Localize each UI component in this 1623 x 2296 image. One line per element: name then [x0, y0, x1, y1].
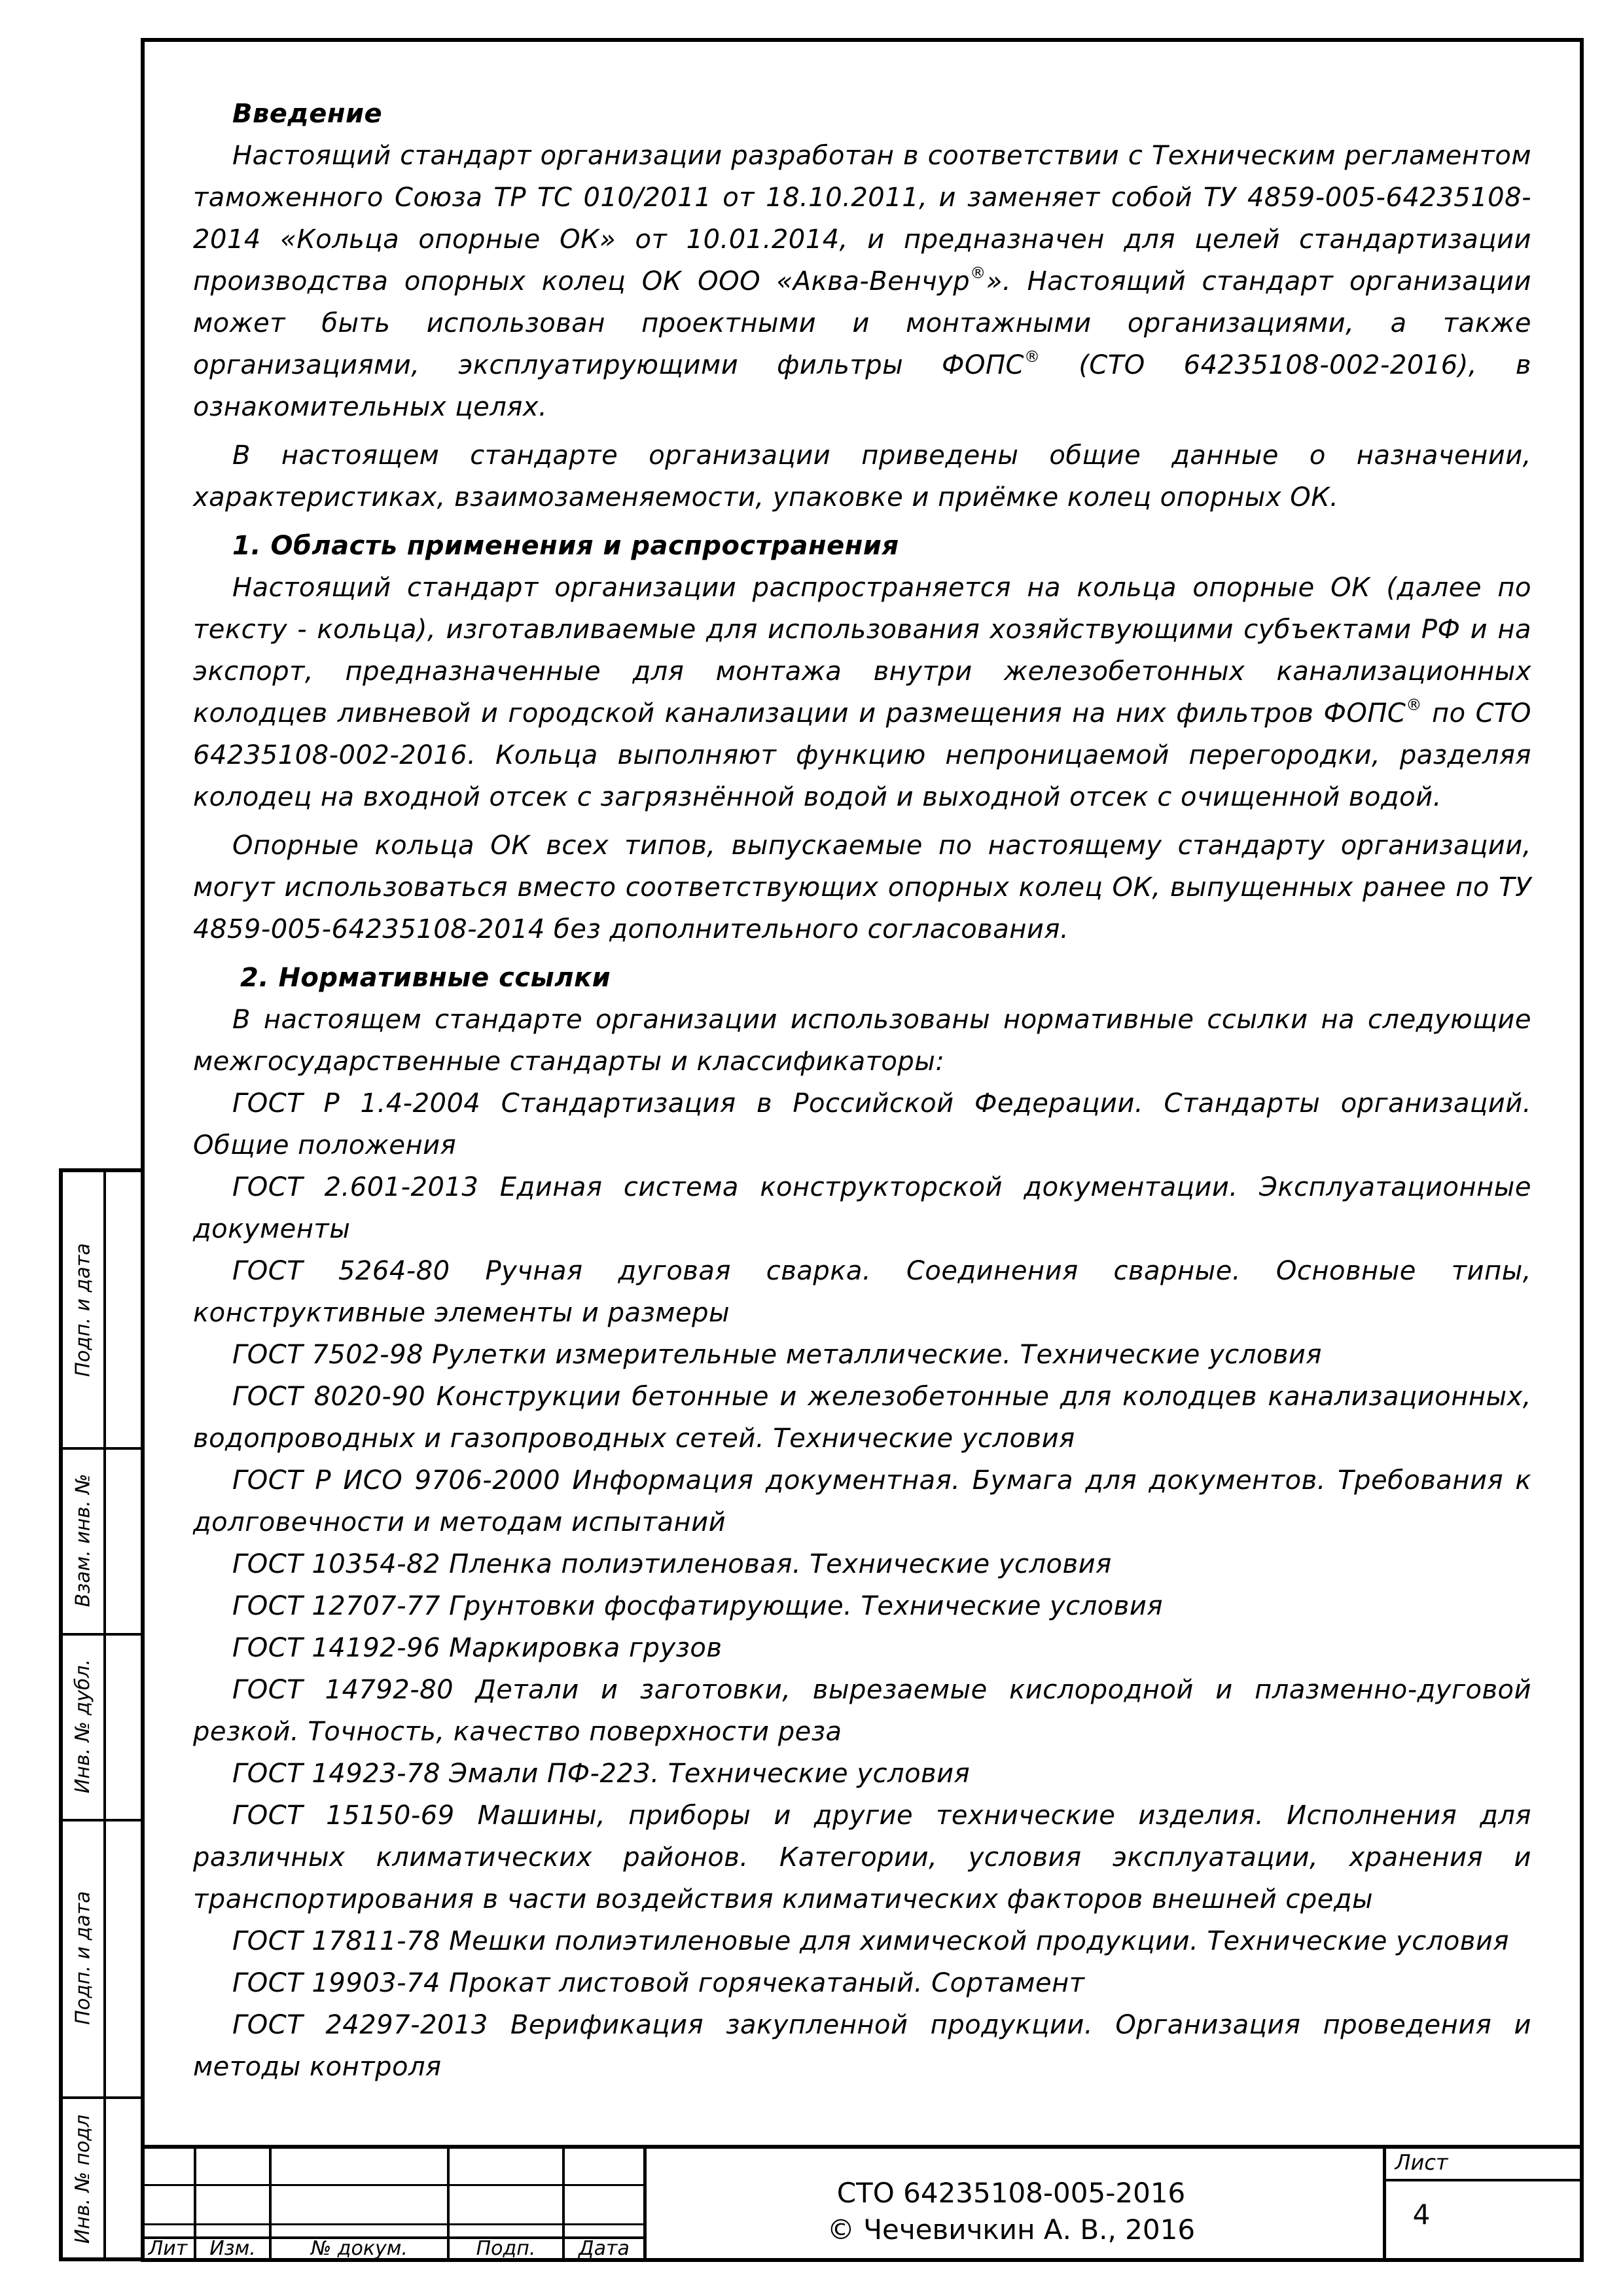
registered-mark: ® — [1024, 348, 1041, 366]
registered-mark: ® — [1406, 696, 1422, 714]
side-stamp-field: Инв. № дубл. — [71, 1659, 95, 1793]
reference-item: ГОСТ 19903-74 Прокат листовой горячекатаный. Сортамент — [232, 1968, 1085, 1998]
reference-item: ГОСТ 12707-77 Грунтовки фосфатирующие. Технические условия — [232, 1591, 1163, 1621]
intro-heading: Введение — [232, 99, 383, 129]
reference-item: ГОСТ 14192-96 Маркировка грузов — [232, 1633, 722, 1663]
document-body — [193, 92, 1531, 2088]
sheet-label: Лист — [1395, 2150, 1448, 2175]
reference-item: ГОСТ 15150-69 Машины, приборы и другие технические изделия. Исполнения для различных климатических районов. Категории, условия эксплуатации, хранения и транспортирования в части воздействия климатических факторов внешней среды — [193, 1801, 1531, 1914]
reference-item: ГОСТ 10354-82 Пленка полиэтиленовая. Технические условия — [232, 1549, 1112, 1579]
col-label-lit: Лит — [148, 2237, 188, 2260]
section-2-heading: 2. Нормативные ссылки — [240, 963, 611, 993]
intro-paragraph-2: В настоящем стандарте организации приведены общие данные о назначении, характеристиках, взаимозаменяемости, упаковке и приёмке колец опорных ОК. — [193, 440, 1531, 512]
reference-item: ГОСТ 7502-98 Рулетки измерительные металлические. Технические условия — [232, 1340, 1322, 1370]
col-label-date: Дата — [579, 2237, 630, 2260]
intro-paragraph-1: Настоящий стандарт организации разработан в соответствии с Техническим регламентом таможенного Союза ТР ТС 010/2011 от 18.10.2011, и заменяет собой ТУ 4859-005-64235108-2014 «Кольца опорные ОК» от 10.01.2014, и предназначен для целей стандартизации производства опорных колец ОК ООО «Аква-Венчур®». Настоящий стандарт организации может быть использован проектными и монтажными организациями, а также организациями, эксплуатирующими фильтры ФОПС® (СТО 64235108-002-2016), в ознакомительных целях. — [193, 141, 1531, 422]
col-label-signature: Подп. — [476, 2237, 536, 2260]
normative-references-list — [193, 1083, 1531, 2088]
side-stamp-field: Подп. и дата — [71, 1242, 95, 1377]
reference-item: ГОСТ 5264-80 Ручная дуговая сварка. Соединения сварные. Основные типы, конструктивные элементы и размеры — [193, 1256, 1531, 1328]
reference-item: ГОСТ 8020-90 Конструкции бетонные и железобетонные для колодцев канализационных, водопроводных и газопроводных сетей. Технические условия — [193, 1382, 1531, 1454]
reference-item: ГОСТ 2.601-2013 Единая система конструкторской документации. Эксплуатационные документы — [193, 1172, 1531, 1244]
side-stamp — [59, 1168, 141, 2261]
section-2-intro: В настоящем стандарте организации использованы нормативные ссылки на следующие межгосударственные стандарты и классификаторы: — [193, 1005, 1531, 1077]
document-code: СТО 64235108-005-2016 — [836, 2177, 1186, 2209]
section-1-paragraph-2: Опорные кольца ОК всех типов, выпускаемые по настоящему стандарту организации, могут использоваться вместо соответствующих опорных колец ОК, выпущенных ранее по ТУ 4859-005-64235108-2014 без дополнительного согласования. — [193, 831, 1531, 944]
section-1-heading: 1. Область применения и распространения — [232, 531, 899, 561]
copyright: © Чечевичкин А. В., 2016 — [827, 2214, 1196, 2246]
reference-item: ГОСТ 14792-80 Детали и заготовки, вырезаемые кислородной и плазменно-дуговой резкой. Точность, качество поверхности реза — [193, 1675, 1531, 1747]
side-stamp-field: Взам. инв. № — [71, 1473, 95, 1607]
side-stamp-field: Подп. и дата — [71, 1890, 95, 2025]
title-block — [141, 2145, 1584, 2262]
section-1-paragraph-1: Настоящий стандарт организации распространяется на кольца опорные ОК (далее по тексту - кольца), изготавливаемые для использования хозяйствующими субъектами РФ и на экспорт, предназначенные для монтажа внутри железобетонных канализационных колодцев ливневой и городской канализации и размещения на них фильтров ФОПС® по СТО 64235108-002-2016. Кольца выполняют функцию непроницаемой перегородки, разделяя колодец на входной отсек с загрязнённой водой и выходной отсек с очищенной водой. — [193, 573, 1531, 812]
col-label-doc-number: № докум. — [311, 2237, 408, 2260]
side-stamp-field: Инв. № подл — [71, 2114, 95, 2244]
registered-mark: ® — [970, 264, 986, 282]
reference-item: ГОСТ 14923-78 Эмали ПФ-223. Технические условия — [232, 1759, 971, 1789]
col-label-izm: Изм. — [209, 2237, 256, 2260]
reference-item: ГОСТ 17811-78 Мешки полиэтиленовые для химической продукции. Технические условия — [232, 1926, 1509, 1956]
reference-item: ГОСТ 24297-2013 Верификация закупленной продукции. Организация проведения и методы контроля — [193, 2010, 1531, 2082]
reference-item: ГОСТ Р ИСО 9706-2000 Информация документная. Бумага для документов. Требования к долговечности и методам испытаний — [193, 1465, 1531, 1537]
reference-item: ГОСТ Р 1.4-2004 Стандартизация в Российской Федерации. Стандарты организаций. Общие положения — [193, 1088, 1531, 1160]
sheet-number: 4 — [1412, 2198, 1431, 2231]
